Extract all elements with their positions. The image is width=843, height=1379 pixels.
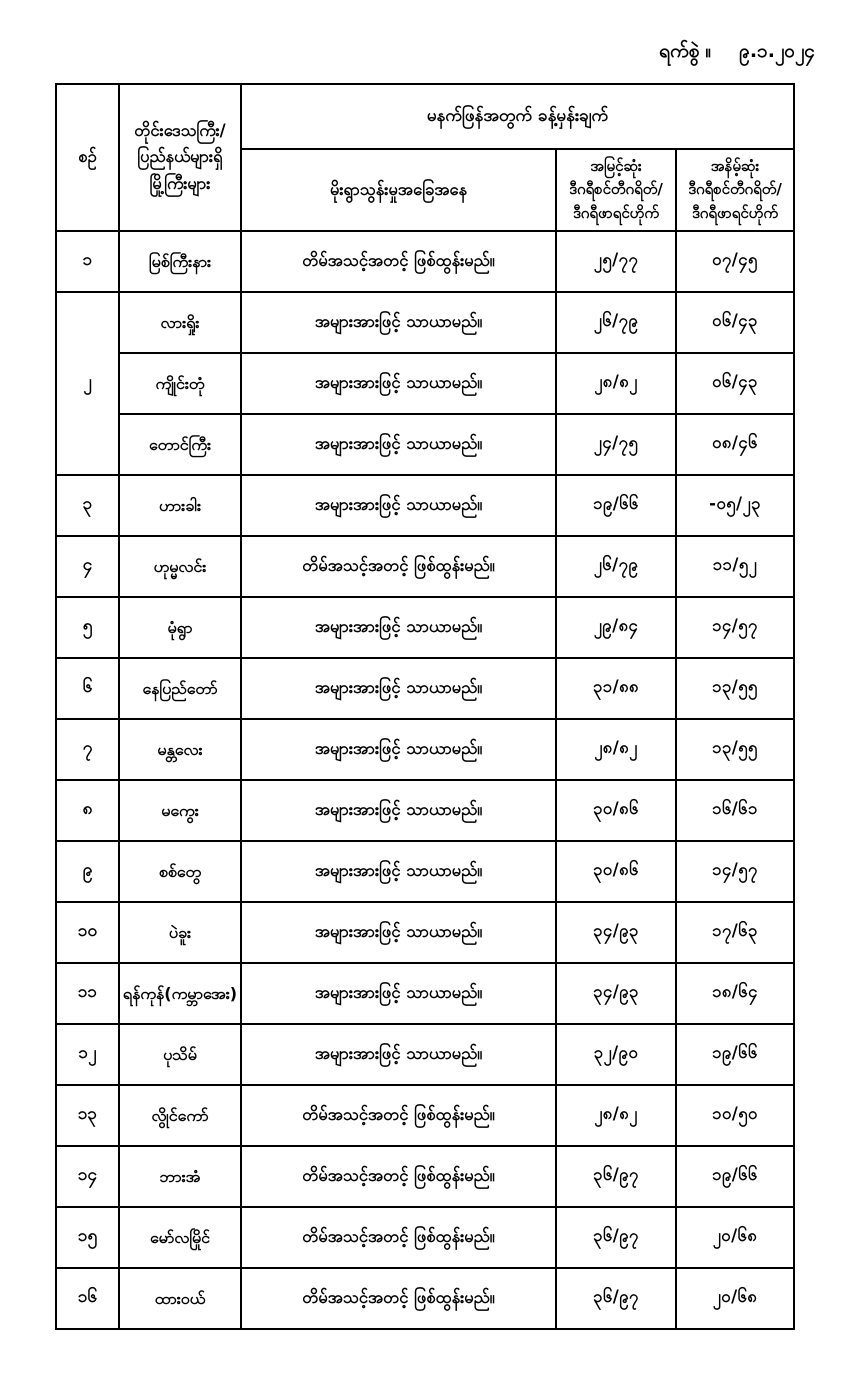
table-row xyxy=(56,292,794,353)
min-temp-cell: ၀၆/၄၃ xyxy=(676,292,794,353)
header-max-line1: အမြင့်ဆုံး xyxy=(590,157,642,176)
serial-cell: ၁ xyxy=(56,231,119,292)
table-row xyxy=(56,597,794,658)
table-row xyxy=(56,1268,794,1329)
max-temp-cell: ၁၉/၆၆ xyxy=(556,475,676,536)
min-temp-cell: ၁၇/၆၃ xyxy=(676,902,794,963)
table-row xyxy=(56,841,794,902)
max-temp-cell: ၂၈/၈၂ xyxy=(556,719,676,780)
city-cell: မကွေး xyxy=(119,780,241,841)
forecast-cell: အများအားဖြင့် သာယာမည်။ xyxy=(241,414,556,475)
header-rain-condition: မိုးရွာသွန်းမှုအခြေအနေ xyxy=(241,149,556,231)
forecast-cell: အများအားဖြင့် သာယာမည်။ xyxy=(241,353,556,414)
header-cities-line3: မြို့ကြီးများ xyxy=(149,173,211,193)
table-row xyxy=(56,536,794,597)
header-forecast-group: မနက်ဖြန်အတွက် ခန့်မှန်းချက် xyxy=(241,84,794,149)
table-row xyxy=(56,780,794,841)
city-cell: လားရှိုး xyxy=(119,292,241,353)
serial-cell: ၁၅ xyxy=(56,1207,119,1268)
forecast-cell: အများအားဖြင့် သာယာမည်။ xyxy=(241,841,556,902)
date-value: ၉.၁.၂၀၂၄ xyxy=(739,40,815,62)
city-cell: လွိုင်ကော် xyxy=(119,1085,241,1146)
forecast-cell: အများအားဖြင့် သာယာမည်။ xyxy=(241,292,556,353)
min-temp-cell: ၁၀/၅၀ xyxy=(676,1085,794,1146)
min-temp-cell: ၁၃/၅၅ xyxy=(676,719,794,780)
table-row xyxy=(56,902,794,963)
forecast-cell: အများအားဖြင့် သာယာမည်။ xyxy=(241,902,556,963)
city-cell: နေပြည်တော် xyxy=(119,658,241,719)
table-row xyxy=(56,414,794,475)
city-cell: မန္တလေး xyxy=(119,719,241,780)
header-min-line3: ဒီဂရီဖာရင်ဟိုက် xyxy=(691,203,779,222)
min-temp-cell: -၀၅/၂၃ xyxy=(676,475,794,536)
city-cell: ပဲခူး xyxy=(119,902,241,963)
max-temp-cell: ၃၄/၉၃ xyxy=(556,902,676,963)
city-cell: တောင်ကြီး xyxy=(119,414,241,475)
serial-cell: ၉ xyxy=(56,841,119,902)
min-temp-cell: ၁၄/၅၇ xyxy=(676,841,794,902)
city-cell: ရန်ကုန်(ကမ္ဘာအေး) xyxy=(119,963,241,1024)
serial-cell: ၈ xyxy=(56,780,119,841)
max-temp-cell: ၂၄/၇၅ xyxy=(556,414,676,475)
max-temp-cell: ၃၂/၉၀ xyxy=(556,1024,676,1085)
table-row xyxy=(56,1024,794,1085)
min-temp-cell: ၁၉/၆၆ xyxy=(676,1146,794,1207)
city-cell: ကျိုင်းတုံ xyxy=(119,353,241,414)
min-temp-cell: ၁၈/၆၄ xyxy=(676,963,794,1024)
table-row xyxy=(56,963,794,1024)
weather-forecast-table xyxy=(55,83,795,1330)
min-temp-cell: ၁၄/၅၇ xyxy=(676,597,794,658)
city-cell: မုံရွာ xyxy=(119,597,241,658)
forecast-cell: အများအားဖြင့် သာယာမည်။ xyxy=(241,475,556,536)
max-temp-cell: ၃၆/၉၇ xyxy=(556,1207,676,1268)
header-max-temp xyxy=(556,149,676,231)
serial-cell: ၅ xyxy=(56,597,119,658)
table-row xyxy=(56,719,794,780)
table-row xyxy=(56,1085,794,1146)
forecast-cell: တိမ်အသင့်အတင့် ဖြစ်ထွန်းမည်။ xyxy=(241,231,556,292)
header-cities-line1: တိုင်းဒေသကြီး/ xyxy=(134,120,226,140)
max-temp-cell: ၂၉/၈၄ xyxy=(556,597,676,658)
min-temp-cell: ၂၀/၆၈ xyxy=(676,1268,794,1329)
min-temp-cell: ၁၆/၆၁ xyxy=(676,780,794,841)
serial-cell: ၁၄ xyxy=(56,1146,119,1207)
forecast-cell: အများအားဖြင့် သာယာမည်။ xyxy=(241,963,556,1024)
forecast-cell: အများအားဖြင့် သာယာမည်။ xyxy=(241,719,556,780)
max-temp-cell: ၂၈/၈၂ xyxy=(556,1085,676,1146)
forecast-cell: တိမ်အသင့်အတင့် ဖြစ်ထွန်းမည်။ xyxy=(241,1268,556,1329)
forecast-cell: တိမ်အသင့်အတင့် ဖြစ်ထွန်းမည်။ xyxy=(241,536,556,597)
header-min-line1: အနိမ့်ဆုံး xyxy=(710,157,760,176)
serial-cell: ၆ xyxy=(56,658,119,719)
forecast-cell: အများအားဖြင့် သာယာမည်။ xyxy=(241,780,556,841)
max-temp-cell: ၃၄/၉၃ xyxy=(556,963,676,1024)
max-temp-cell: ၃၆/၉၇ xyxy=(556,1268,676,1329)
date-separator: ။ xyxy=(705,40,712,62)
serial-cell: ၃ xyxy=(56,475,119,536)
table-row xyxy=(56,1207,794,1268)
serial-cell: ၁၂ xyxy=(56,1024,119,1085)
forecast-cell: အများအားဖြင့် သာယာမည်။ xyxy=(241,597,556,658)
table-row xyxy=(56,231,794,292)
min-temp-cell: ၁၃/၅၅ xyxy=(676,658,794,719)
forecast-cell: တိမ်အသင့်အတင့် ဖြစ်ထွန်းမည်။ xyxy=(241,1146,556,1207)
serial-cell: ၂ xyxy=(56,292,119,475)
serial-cell: ၁၃ xyxy=(56,1085,119,1146)
max-temp-cell: ၃၀/၈၆ xyxy=(556,841,676,902)
min-temp-cell: ၂၀/၆၈ xyxy=(676,1207,794,1268)
max-temp-cell: ၃၀/၈၆ xyxy=(556,780,676,841)
min-temp-cell: ၀၈/၄၆ xyxy=(676,414,794,475)
city-cell: ထားဝယ် xyxy=(119,1268,241,1329)
header-cities xyxy=(119,84,241,231)
max-temp-cell: ၂၆/၇၉ xyxy=(556,292,676,353)
min-temp-cell: ၁၉/၆၆ xyxy=(676,1024,794,1085)
max-temp-cell: ၃၆/၉၇ xyxy=(556,1146,676,1207)
city-cell: မြစ်ကြီးနား xyxy=(119,231,241,292)
header-serial: စဉ် xyxy=(56,84,119,231)
forecast-cell: အများအားဖြင့် သာယာမည်။ xyxy=(241,658,556,719)
serial-cell: ၁၀ xyxy=(56,902,119,963)
header-max-line2: ဒီဂရီစင်တီဂရိတ်/ xyxy=(569,180,663,199)
table-row xyxy=(56,353,794,414)
date-line xyxy=(659,36,815,66)
max-temp-cell: ၂၈/၈၂ xyxy=(556,353,676,414)
table-row xyxy=(56,475,794,536)
serial-cell: ၁၁ xyxy=(56,963,119,1024)
city-cell: ဟုမ္မလင်း xyxy=(119,536,241,597)
forecast-cell: တိမ်အသင့်အတင့် ဖြစ်ထွန်းမည်။ xyxy=(241,1207,556,1268)
header-min-line2: ဒီဂရီစင်တီဂရိတ်/ xyxy=(688,180,782,199)
city-cell: စစ်တွေ xyxy=(119,841,241,902)
serial-cell: ၇ xyxy=(56,719,119,780)
min-temp-cell: ၀၆/၄၃ xyxy=(676,353,794,414)
header-cities-line2: ပြည်နယ်များရှိ xyxy=(137,147,223,167)
forecast-cell: အများအားဖြင့် သာယာမည်။ xyxy=(241,1024,556,1085)
header-max-line3: ဒီဂရီဖာရင်ဟိုက် xyxy=(572,203,660,222)
city-cell: ပုသိမ် xyxy=(119,1024,241,1085)
max-temp-cell: ၂၅/၇၇ xyxy=(556,231,676,292)
header-min-temp xyxy=(676,149,794,231)
city-cell: ဟားခါး xyxy=(119,475,241,536)
forecast-cell: တိမ်အသင့်အတင့် ဖြစ်ထွန်းမည်။ xyxy=(241,1085,556,1146)
serial-cell: ၁၆ xyxy=(56,1268,119,1329)
table-row xyxy=(56,658,794,719)
date-label: ရက်စွဲ xyxy=(659,40,700,62)
min-temp-cell: ၁၁/၅၂ xyxy=(676,536,794,597)
min-temp-cell: ၀၇/၄၅ xyxy=(676,231,794,292)
table-row xyxy=(56,1146,794,1207)
table-header xyxy=(56,84,794,231)
max-temp-cell: ၃၁/၈၈ xyxy=(556,658,676,719)
city-cell: ဘားအံ xyxy=(119,1146,241,1207)
city-cell: မော်လမြိုင် xyxy=(119,1207,241,1268)
serial-cell: ၄ xyxy=(56,536,119,597)
max-temp-cell: ၂၆/၇၉ xyxy=(556,536,676,597)
